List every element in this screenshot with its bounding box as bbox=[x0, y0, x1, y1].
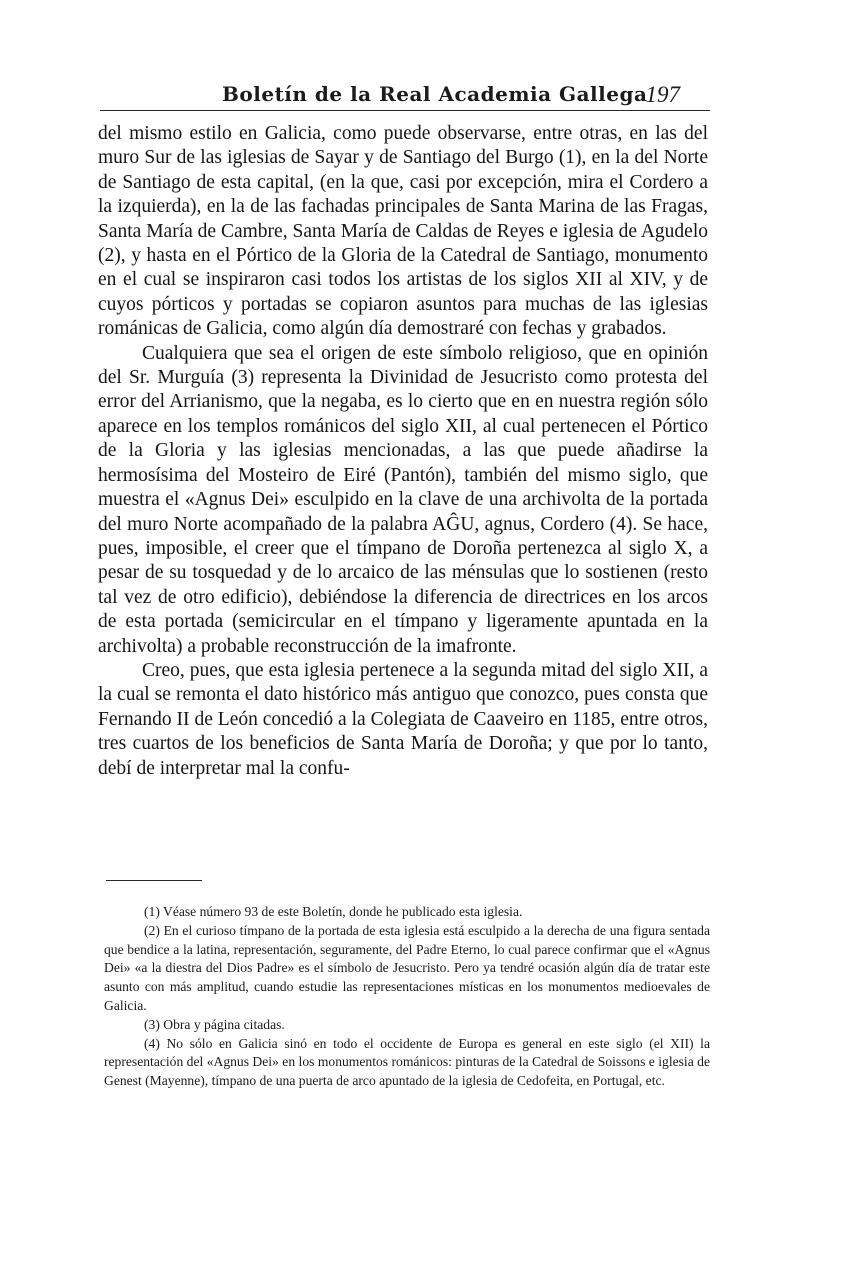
header-rule bbox=[100, 110, 710, 111]
page-number: 197 bbox=[645, 82, 680, 107]
running-title: Boletín de la Real Academia Gallega bbox=[222, 82, 648, 106]
paragraph: Cualquiera que sea el origen de este símbolo religioso, que en opinión del Sr. Murguía (3) representa la Divinidad de Jesucristo como protesta del error del Arrianismo, que la negaba, es lo cierto que en en nuestra región sólo aparece en los templos románicos del siglo XII, al cual pertenecen el Pórtico de la Gloria y las iglesias mencionadas, a las que puede añadirse la hermosísima del Mosteiro de Eiré (Pantón), también del mismo siglo, que muestra el «Agnus Dei» esculpido en la clave de una archivolta de la portada del muro Norte acompañado de la palabra AĜU, agnus, Cordero (4). Se hace, pues, imposible, el creer que el tímpano de Doroña pertenezca al siglo X, a pesar de su tosquedad y de lo arcaico de las ménsulas que lo sostienen (resto tal vez de otro edificio), debiéndose la diferencia de directrices en los arcos de esta portada (semicircular en el tímpano y ligeramente apuntada en la archivolta) a probable reconstrucción de la imafronte. bbox=[98, 342, 708, 657]
footnote-separator bbox=[106, 880, 202, 881]
paragraph: Creo, pues, que esta iglesia pertenece a la segunda mitad del siglo XII, a la cual se remonta el dato histórico más antiguo que conozco, pues consta que Fernando II de León concedió a la Colegiata de Caaveiro en 1185, entre otros, tres cuartos de los beneficios de Santa María de Doroña; y que por lo tanto, debí de interpretar mal la confu- bbox=[98, 659, 708, 779]
footnote-1: (1) Véase número 93 de este Boletín, donde he publicado esta iglesia. bbox=[144, 904, 523, 919]
footnotes bbox=[104, 903, 710, 1091]
footnote-4: (4) No sólo en Galicia sinó en todo el occidente de Europa es general en este siglo (el XII) la representación del «Agnus Dei» en los monumentos románicos: pinturas de la Catedral de Soissons e iglesia de Genest (Mayenne), tímpano de una puerta de arco apuntado de la iglesia de Cedofeita, en Portugal, etc. bbox=[104, 1035, 710, 1089]
footnote-2: (2) En el curioso tímpano de la portada de esta iglesia está esculpido a la derecha de una figura sentada que bendice a la latina, representación, seguramente, del Padre Eterno, lo cual parece confirmar que el «Agnus Dei» «a la diestra del Dios Padre» es el símbolo de Jesucristo. Pero ya tendré ocasión algún día de tratar este asunto con más amplitud, cuando estudie las representaciones místicas en los monumentos medioevales de Galicia. bbox=[104, 922, 710, 1013]
running-head bbox=[100, 76, 688, 112]
body-text bbox=[98, 122, 708, 781]
footnote-3: (3) Obra y página citadas. bbox=[144, 1016, 285, 1032]
paragraph: del mismo estilo en Galicia, como puede observarse, entre otras, en las del muro Sur de las iglesias de Sayar y de Santiago del Burgo (1), en la del Norte de Santiago de esta capital, (en la que, casi por excepción, mira el Cordero a la izquierda), en la de las fachadas principales de Santa Marina de las Fragas, Santa María de Cambre, Santa María de Caldas de Reyes e iglesia de Agudelo (2), y hasta en el Pórtico de la Gloria de la Catedral de Santiago, monumento en el cual se inspiraron casi todos los artistas de los siglos XII al XIV, y de cuyos pórticos y portadas se copiaron asuntos para muchas de las iglesias románicas de Galicia, como algún día demostraré con fechas y grabados. bbox=[98, 123, 708, 340]
